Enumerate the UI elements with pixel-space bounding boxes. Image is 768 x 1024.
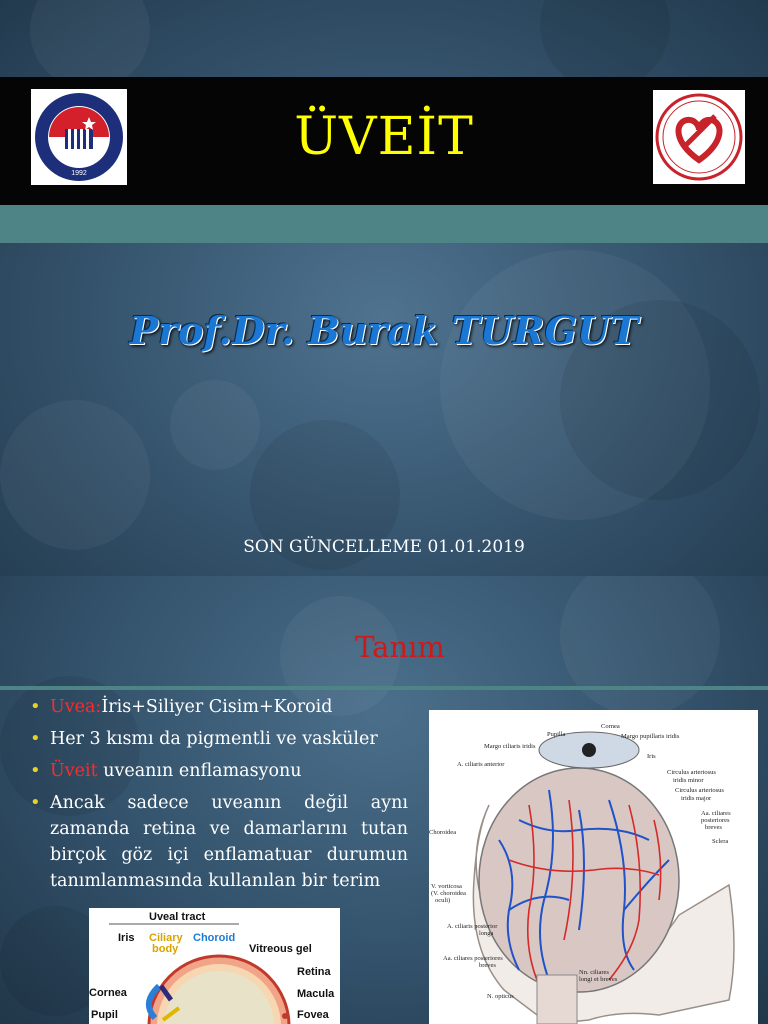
label-nn-ciliares: Nn. ciliares	[579, 969, 609, 976]
label-choroidea: Choroidea	[429, 829, 457, 836]
bullet-icon: •	[30, 696, 41, 717]
label-v-vorticosa-3: oculi)	[435, 897, 451, 904]
label-v-vorticosa: V. vorticosa	[431, 883, 462, 890]
last-updated-text: SON GÜNCELLEME 01.01.2019	[243, 537, 525, 557]
label-a-ciliaris-posterior: A. ciliaris posterior	[447, 923, 498, 930]
label-a-ciliaris-anterior: A. ciliaris anterior	[457, 761, 505, 768]
bullet-icon: •	[30, 792, 41, 813]
label-sclera: Sclera	[712, 838, 729, 845]
label-circulus-major-2: iridis major	[681, 795, 712, 802]
title-underline	[0, 686, 768, 690]
logo-year-text: 1992	[71, 170, 87, 177]
label-pupilla: Pupilla	[547, 731, 566, 738]
label-iris-latin: Iris	[647, 753, 656, 760]
label-circulus-minor: Circulus arteriosus	[667, 769, 716, 776]
label-ciliary-body: body	[152, 943, 179, 955]
definition-slide	[0, 576, 768, 1024]
bullet-text: Ancak sadece uveanın değil aynı zamanda retina ve damarlarını tutan birçok göz içi enflamatuar durumun tanımlanmasında kullanılan bir terim	[50, 793, 408, 891]
label-macula: Macula	[297, 988, 335, 1000]
presentation-title: ÜVEİT	[294, 107, 474, 167]
bullet-item	[30, 790, 408, 894]
label-aa-ciliares-post-2: posteriores	[701, 817, 730, 824]
eye-vasculature-figure	[429, 710, 758, 1024]
label-margo-ciliaris: Margo ciliaris iridis	[484, 743, 536, 750]
bullet-list	[30, 694, 408, 900]
title-bar	[0, 77, 768, 205]
label-cornea: Cornea	[89, 987, 127, 999]
bullet-text: uveanın enflamasyonu	[97, 761, 302, 781]
label-aa-breves-2: breves	[479, 962, 496, 969]
label-margo-pupillaris: Margo pupillaris iridis	[621, 733, 680, 740]
label-fovea: Fovea	[297, 1009, 329, 1021]
teal-divider-bar	[0, 205, 768, 243]
bullet-text: Her 3 kısmı da pigmentli ve vasküler	[50, 729, 378, 749]
decor-circle	[0, 400, 150, 550]
label-nn-ciliares-2: longi et breves	[579, 976, 618, 983]
bullet-icon: •	[30, 728, 41, 749]
label-aa-ciliares-post-3: breves	[705, 824, 722, 831]
author-name: Prof.Dr. Burak TURGUT	[129, 308, 639, 353]
bullet-item	[30, 694, 408, 720]
label-cornea-latin: Cornea	[601, 723, 620, 730]
label-aa-ciliares-post: Aa. ciliares	[701, 810, 731, 817]
bullet-icon: •	[30, 760, 41, 781]
label-pupil: Pupil	[91, 1009, 118, 1021]
uveal-tract-title: Uveal tract	[149, 911, 206, 923]
label-v-vorticosa-2: (V. choroidea	[431, 890, 466, 897]
label-circulus-major: Circulus arteriosus	[675, 787, 724, 794]
label-vitreous: Vitreous gel	[249, 943, 312, 955]
bullet-item	[30, 726, 408, 752]
bullet-highlight: Üveit	[50, 761, 98, 781]
label-aa-breves: Aa. ciliares posteriores	[443, 955, 503, 962]
label-n-opticus: N. opticus	[487, 993, 514, 1000]
uveal-tract-figure	[89, 908, 340, 1024]
label-ciliary: Ciliary	[149, 932, 183, 944]
label-choroid: Choroid	[193, 932, 236, 944]
label-circulus-minor-2: iridis minor	[673, 777, 704, 784]
slide-title: Tanım	[355, 630, 445, 664]
label-iris: Iris	[118, 932, 135, 944]
bullet-item	[30, 758, 408, 784]
medical-faculty-logo	[653, 90, 745, 184]
bullet-text: İris+Siliyer Cisim+Koroid	[101, 697, 333, 717]
label-a-ciliaris-posterior-2: longa	[479, 930, 494, 937]
label-retina: Retina	[297, 966, 331, 978]
decor-circle	[170, 380, 260, 470]
bullet-highlight: Uvea:	[50, 697, 102, 717]
